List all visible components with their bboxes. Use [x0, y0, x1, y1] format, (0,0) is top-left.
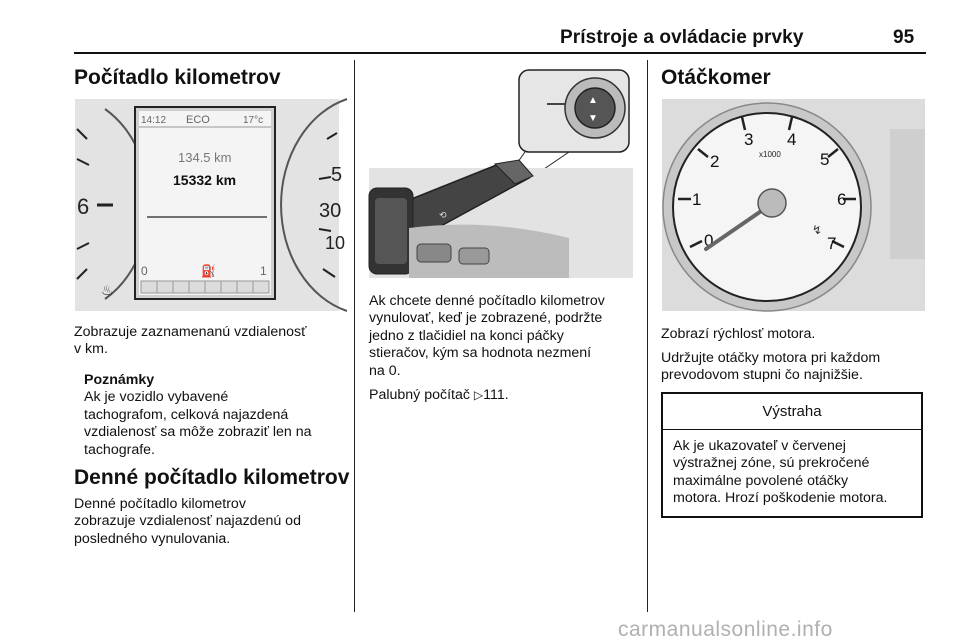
note-title: Poznámky — [84, 372, 155, 388]
cross-reference-page[interactable]: 111. — [483, 387, 509, 403]
section-heading-odometer: Počítadlo kilometrov — [74, 66, 281, 89]
instruction-line: Ak chcete denné počítadlo kilometrov — [369, 293, 605, 309]
tach-unit: x1000 — [759, 150, 781, 159]
instruction-line: stieračov, kým sa hodnota nezmení — [369, 345, 592, 362]
display-temp: 17°c — [243, 115, 264, 126]
wiper-symbol-icon: ⟲ — [439, 210, 447, 220]
engine-icon: ↯ — [812, 223, 823, 237]
tach-number-3: 3 — [744, 130, 754, 149]
note-line: tachografe. — [84, 441, 155, 458]
instruction-line: na 0. — [369, 362, 401, 379]
note-line: vzdialenosť sa môže zobraziť len na — [84, 424, 312, 441]
display-eco: ECO — [186, 114, 210, 126]
trip-description-line: zobrazuje vzdialenosť najazdenú od — [74, 513, 301, 530]
tach-number-6: 6 — [837, 190, 847, 209]
odometer-description — [74, 324, 349, 359]
right-gauge-digit-30: 30 — [319, 200, 342, 222]
warning-line: výstražnej zóne, sú prekročené — [673, 455, 870, 472]
warning-title: Výstraha — [663, 394, 921, 430]
tachometer-illustration — [662, 99, 925, 311]
running-header-title: Prístroje a ovládacie prvky — [560, 27, 804, 48]
section-heading-trip-odometer: Denné počítadlo kilometrov — [74, 466, 350, 489]
wiper-lever-illustration — [369, 68, 633, 278]
column-divider-left — [354, 60, 355, 612]
advice-line: Udržujte otáčky motora pri každom — [661, 350, 881, 366]
tach-number-0: 0 — [704, 231, 714, 250]
tach-number-1: 1 — [692, 190, 702, 209]
fuel-pump-icon: ⛽ — [201, 264, 216, 278]
trip-description-line: Denné počítadlo kilometrov — [74, 496, 246, 512]
coolant-icon: ♨ — [101, 282, 114, 298]
warning-box — [661, 392, 923, 518]
button-up-icon: ▲ — [588, 95, 598, 106]
odometer-description-line1: Zobrazuje zaznamenanú vzdialenosť — [74, 324, 307, 340]
instruction-line: jedno z tlačidiel na konci páčky — [369, 327, 564, 344]
tachometer-advice — [661, 350, 926, 385]
tachometer-description: Zobrazí rýchlosť motora. — [661, 326, 816, 342]
tach-number-4: 4 — [787, 130, 797, 149]
trip-description-line: posledného vynulovania. — [74, 530, 231, 547]
odometer-description-line2: v km. — [74, 341, 108, 358]
column-divider-right — [647, 60, 648, 612]
page-number: 95 — [893, 27, 915, 48]
display-odometer: 15332 km — [173, 172, 237, 188]
display-trip: 134.5 km — [178, 150, 232, 165]
trip-odometer-description — [74, 496, 349, 548]
warning-line: motora. Hrozí poškodenie motora. — [673, 490, 888, 507]
warning-line: Ak je ukazovateľ v červenej — [673, 438, 846, 454]
section-heading-tachometer: Otáčkomer — [661, 66, 771, 89]
fuel-empty-label: 0 — [141, 264, 148, 278]
odometer-display-figure — [75, 99, 346, 311]
right-gauge-digit-10: 10 — [325, 233, 346, 253]
button-down-icon: ▼ — [588, 113, 598, 124]
display-time: 14:12 — [141, 115, 167, 126]
cross-reference[interactable] — [369, 387, 641, 404]
tach-number-2: 2 — [710, 152, 720, 171]
trip-reset-instructions — [369, 293, 641, 380]
cross-reference-text: Palubný počítač — [369, 387, 474, 403]
reference-arrow-icon: ▷ — [473, 388, 484, 402]
fuel-full-label: 1 — [260, 264, 267, 278]
note-line: Ak je vozidlo vybavené — [84, 389, 229, 406]
note-line: tachografom, celková najazdená — [84, 406, 289, 423]
wiper-lever-figure — [369, 68, 633, 278]
warning-body — [663, 430, 921, 508]
left-gauge-digit: 6 — [77, 194, 90, 219]
tachometer-figure — [662, 99, 925, 311]
right-gauge-digit-5: 5 — [331, 164, 343, 186]
note-block — [84, 372, 352, 459]
odometer-display-illustration — [75, 99, 346, 311]
tach-number-7: 7 — [827, 234, 837, 253]
tach-number-5: 5 — [820, 150, 830, 169]
header-rule — [74, 52, 926, 54]
advice-line: prevodovom stupni čo najnižšie. — [661, 367, 863, 384]
watermark: carmanualsonline.info — [618, 618, 833, 641]
instruction-line: vynulovať, keď je zobrazené, podržte — [369, 310, 603, 327]
warning-line: maximálne povolené otáčky — [673, 472, 849, 489]
